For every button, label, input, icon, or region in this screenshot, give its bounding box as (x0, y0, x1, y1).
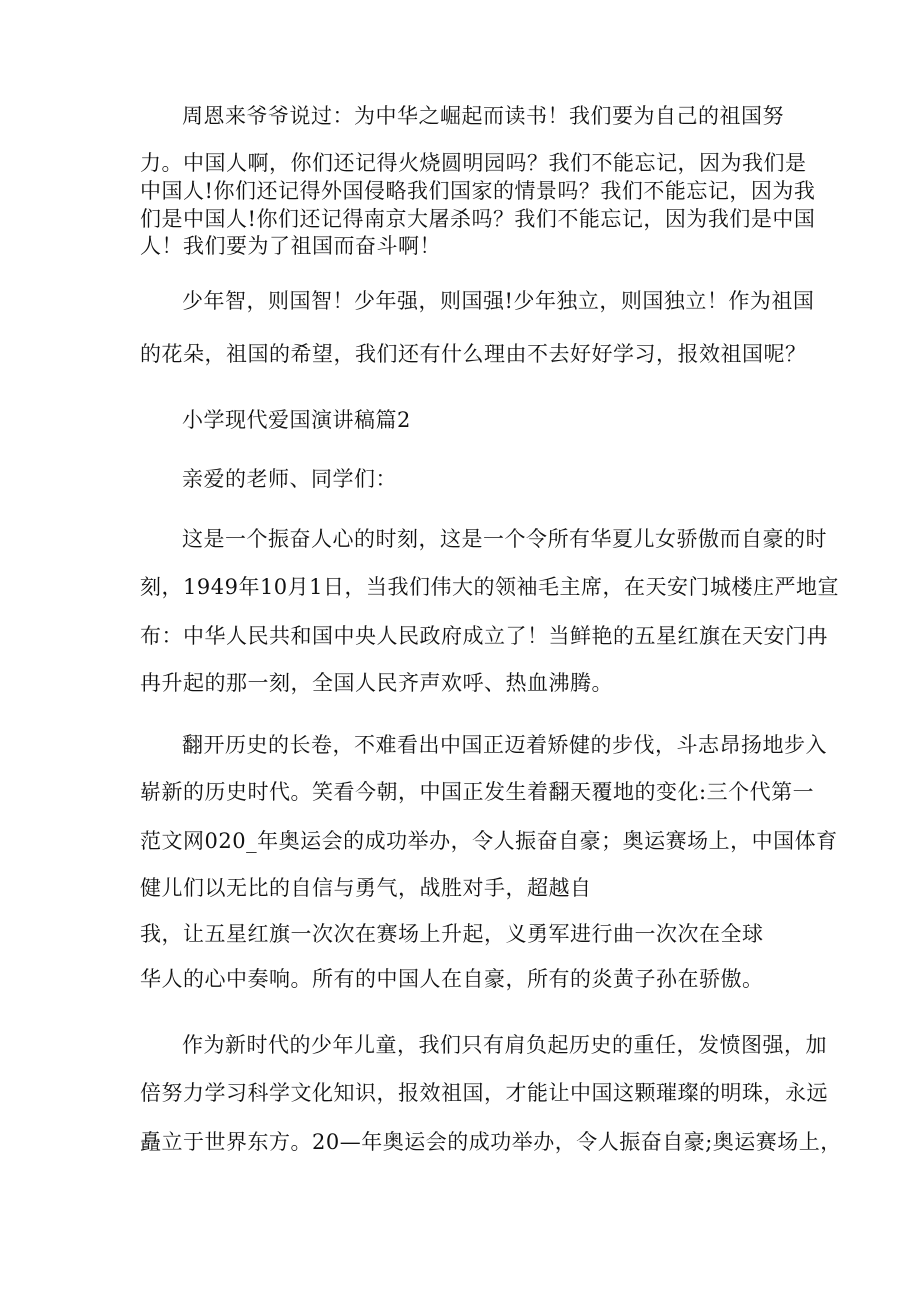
paragraph-line: 华人的心中奏响。所有的中国人在自豪，所有的炎黄子孙在骄傲。 (140, 967, 764, 991)
paragraph-line: 健儿们以无比的自信与勇气，战胜对手，超越自 (140, 876, 592, 900)
paragraph-line: 少年智，则国智！少年强，则国强!少年独立，则国独立！作为祖国 (182, 289, 815, 313)
paragraph-line: 我，让五星红旗一次次在赛场上升起，义勇军进行曲一次次在全球 (140, 922, 764, 946)
paragraph-line: 的花朵，祖国的希望，我们还有什么理由不去好好学习，报效祖国呢？ (140, 342, 807, 366)
paragraph-line: 人！我们要为了祖国而奋斗啊！ (140, 234, 441, 258)
paragraph-line: 布：中华人民共和国中央人民政府成立了！当鲜艳的五星红旗在天安门冉 (140, 624, 828, 648)
paragraph-line: 矗立于世界东方。20—年奥运会的成功举办，令人振奋自豪;奥运赛场上， (140, 1130, 842, 1154)
salutation: 亲爱的老师、同学们： (182, 467, 397, 491)
paragraph-line: 倍努力学习科学文化知识，报效祖国，才能让中国这颗璀璨的明珠，永远 (140, 1081, 828, 1105)
paragraph-line: 崭新的历史时代。笑看今朝，中国正发生着翻天覆地的变化:三个代第一 (140, 780, 815, 804)
paragraph-line: 翻开历史的长卷，不难看出中国正迈着矫健的步伐，斗志昂扬地步入 (182, 733, 827, 757)
paragraph-line: 力。中国人啊，你们还记得火烧圆明园吗？我们不能忘记，因为我们是 (140, 151, 807, 175)
section-heading: 小学现代爱国演讲稿篇2 (182, 408, 411, 432)
paragraph-line: 这是一个振奋人心的时刻，这是一个令所有华夏儿女骄傲而自豪的时 (182, 527, 827, 551)
paragraph-line: 范文网020_年奥运会的成功举办，令人振奋自豪；奥运赛场上，中国体育 (140, 829, 838, 853)
paragraph-line: 冉升起的那一刻，全国人民齐声欢呼、热血沸腾。 (140, 671, 613, 695)
paragraph-line: 们是中国人!你们还记得南京大屠杀吗？我们不能忘记，因为我们是中国 (140, 207, 816, 231)
paragraph-line: 周恩来爷爷说过：为中华之崛起而读书！我们要为自己的祖国努 (182, 104, 784, 128)
paragraph-line: 中国人!你们还记得外国侵略我们国家的情景吗？我们不能忘记，因为我 (140, 179, 816, 203)
paragraph-line: 刻，1949年10月1日，当我们伟大的领袖毛主席，在天安门城楼庄严地宣 (140, 575, 840, 599)
paragraph-line: 作为新时代的少年儿童，我们只有肩负起历史的重任，发愤图强，加 (182, 1033, 827, 1057)
